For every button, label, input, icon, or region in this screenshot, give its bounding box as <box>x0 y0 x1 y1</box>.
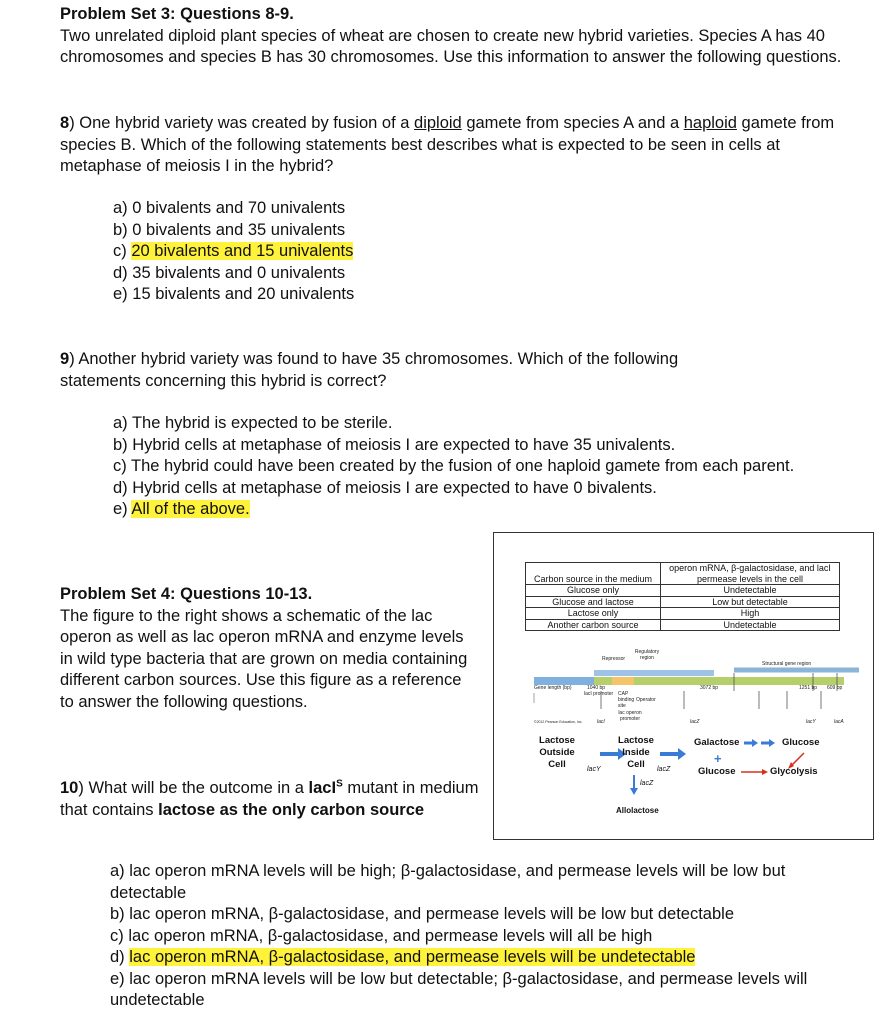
q8-option-d: d) 35 bivalents and 0 univalents <box>113 263 346 282</box>
table-row: Glucose only Undetectable <box>526 585 840 597</box>
q8-stem: 8) One hybrid variety was created by fusion of a diploid gamete from species A and a haploid gamete from species B. Which of the following statements best describes what is expected to be seen in cells at metaphase of meiosis I in the hybrid? <box>60 114 835 175</box>
q9-option-e: e) All of the above. <box>113 500 250 518</box>
plus-sign: + <box>714 751 722 766</box>
operator-segment <box>612 677 634 685</box>
pathway-allolactose: Allolactose <box>616 806 659 815</box>
pathway-glucose-2: Glucose <box>698 766 736 777</box>
q10-option-b: b) lac operon mRNA, β-galactosidase, and permease levels will be low but detectable <box>110 905 734 923</box>
q10-options <box>110 861 810 1012</box>
pathway-lacz-2: lacZ <box>640 780 654 787</box>
q10-option-d: d) lac operon mRNA, β-galactosidase, and permease levels will be undetectable <box>110 948 696 966</box>
table-header-levels: operon mRNA, β-galactosidase, and lacI permease levels in the cell <box>661 563 840 585</box>
label-gene-length: Gene length (bp) <box>534 685 572 691</box>
q10-option-c: c) lac operon mRNA, β-galactosidase, and permease levels will all be high <box>110 926 653 945</box>
label-laci: lacI <box>597 719 605 725</box>
pathway-lactose-outside: Lactose Outside Cell <box>539 735 575 770</box>
arrow-red <box>791 753 804 766</box>
q10-option-a: a) lac operon mRNA levels will be high; β-galactosidase, and permease levels will be low but detectable <box>110 862 786 902</box>
table-row: Glucose and lactose Low but detectable <box>526 596 840 608</box>
label-lacz: lacZ <box>690 719 700 725</box>
label-structural-region: Structural gene region <box>762 661 812 667</box>
q8-options <box>113 198 354 306</box>
pathway-lactose-inside: Lactose Inside Cell <box>618 735 654 770</box>
q9-option-a: a) The hybrid is expected to be sterile. <box>113 414 393 432</box>
question-10 <box>60 778 480 821</box>
q9-options <box>113 413 813 521</box>
q9-option-b: b) Hybrid cells at metaphase of meiosis I are expected to have 35 univalents. <box>113 435 676 454</box>
pathway-glucose-1: Glucose <box>782 737 820 748</box>
problem-set-3 <box>60 4 850 69</box>
label-laci-promoter: lacI promoter <box>584 691 614 697</box>
ps3-title: Problem Set 3: Questions 8-9. <box>60 5 294 23</box>
highlight-answer: 20 bivalents and 15 univalents <box>131 242 354 260</box>
q9-option-c: c) The hybrid could have been created by the fusion of one haploid gamete from each parent. <box>113 457 795 475</box>
ps4-intro: The figure to the right shows a schematic of the lac operon as well as lac operon mRNA and enzyme levels in wild type bacteria that are grown on media containing different carbon sources. Use this figure as a reference to answer the following questions. <box>60 606 468 711</box>
q8-option-e: e) 15 bivalents and 20 univalents <box>113 285 355 303</box>
q8-option-c: c) 20 bivalents and 15 univalents <box>113 242 354 260</box>
pathway-lacy: lacY <box>587 766 601 773</box>
laci-gene-segment <box>534 677 594 685</box>
label-lacy: lacY <box>806 719 816 725</box>
pathway-glycolysis: Glycolysis <box>770 766 818 777</box>
highlight-answer: All of the above. <box>131 500 250 518</box>
regulatory-region-bar <box>594 670 714 676</box>
label-609bp: 609 bp <box>827 685 843 691</box>
table-header-carbon: Carbon source in the medium <box>526 563 661 585</box>
question-9 <box>60 349 750 392</box>
table-row: Lactose only High <box>526 608 840 620</box>
q8-option-a: a) 0 bivalents and 70 univalents <box>113 199 346 217</box>
label-3072bp: 3072 bp <box>700 685 719 691</box>
q10-stem: 10) What will be the outcome in a lacI$^S$ mutant in medium that contains lactose as the only carbon source <box>60 778 479 819</box>
q10-option-e: e) lac operon mRNA levels will be low but detectable; β-galactosidase, and permease levels will undetectable <box>110 969 808 1009</box>
pathway-galactose: Galactose <box>694 737 740 748</box>
pathway-lacz-1: lacZ <box>657 766 671 773</box>
label-lac-operon-promoter: lac operon promoter <box>618 710 642 722</box>
label-operator: Operator <box>636 697 656 703</box>
ps4-title: Problem Set 4: Questions 10-13. <box>60 585 313 603</box>
problem-set-4 <box>60 584 475 713</box>
label-1251bp: 1251 bp <box>799 685 818 691</box>
question-8 <box>60 113 850 178</box>
label-credit: ©2012 Pearson Education, Inc. <box>534 720 583 724</box>
label-laca: lacA <box>834 719 844 725</box>
label-1040bp: 1040 bp <box>587 685 606 691</box>
label-regulatory-region: Regulatory region <box>634 649 660 661</box>
q8-option-b: b) 0 bivalents and 35 univalents <box>113 220 346 239</box>
highlight-answer: lac operon mRNA, β-galactosidase, and permease levels will be undetectable <box>129 948 696 966</box>
label-cap-site: CAP binding site <box>618 691 635 709</box>
q9-option-d: d) Hybrid cells at metaphase of meiosis I are expected to have 0 bivalents. <box>113 478 657 497</box>
table-row: Another carbon source Undetectable <box>526 619 840 631</box>
ps3-intro: Two unrelated diploid plant species of wheat are chosen to create new hybrid varieties. Species A has 40 chromosomes and species B has 30 chromosomes. Use this information to answer the following questions. <box>60 26 842 66</box>
label-repressor: Repressor <box>602 656 626 662</box>
q9-stem: 9) Another hybrid variety was found to have 35 chromosomes. Which of the following statements concerning this hybrid is correct? <box>60 350 679 390</box>
lac-operon-figure <box>493 532 874 840</box>
